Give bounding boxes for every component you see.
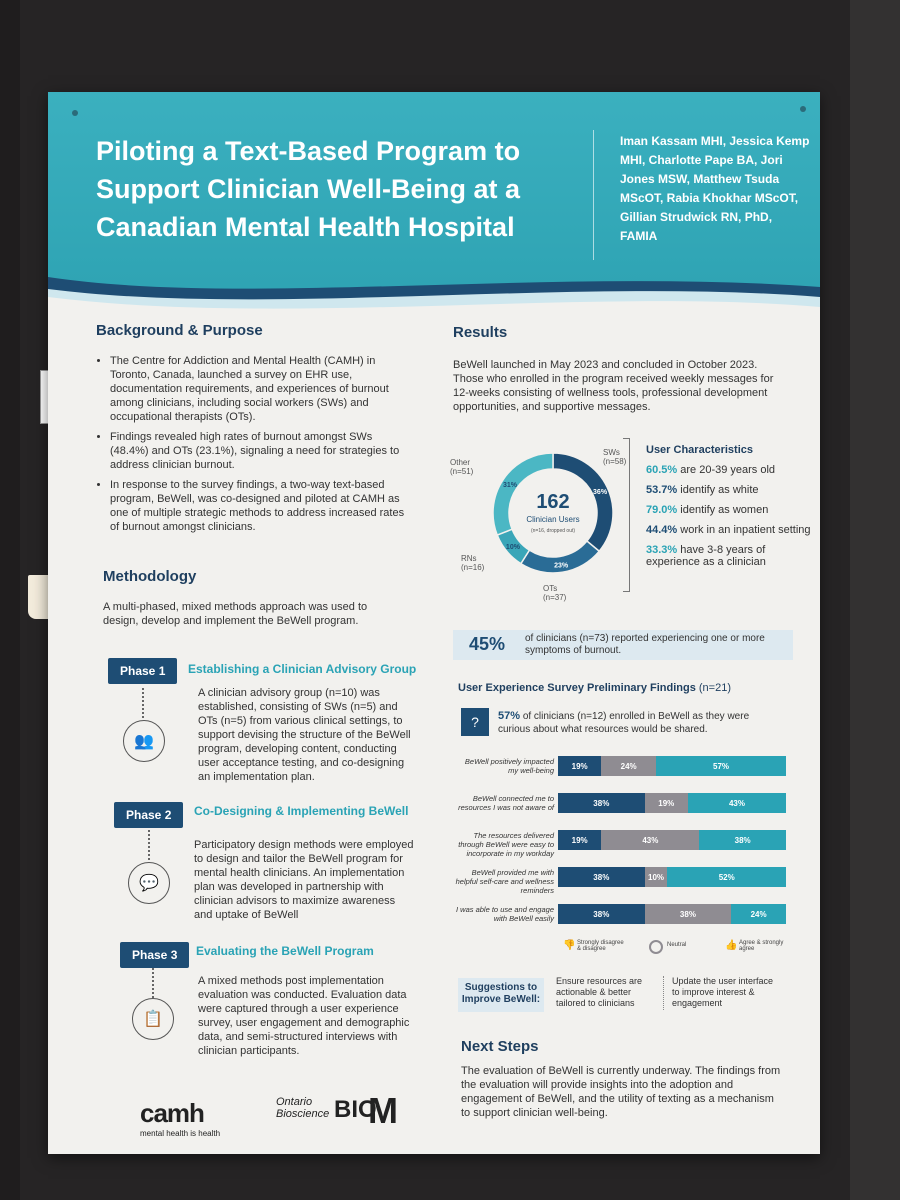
phase-3-text: A mixed methods post implementation evaluation was conducted. Evaluation data were captured through a user experience survey, user engagement and demographic data, and semi-structured interviews with clinician participants. — [198, 975, 410, 1057]
phase-connector — [152, 968, 154, 998]
survey-bar-segment: 24% — [731, 904, 786, 924]
adjacent-board — [850, 0, 900, 1200]
person-question-icon: ? — [461, 708, 489, 736]
survey-bar-segment: 10% — [645, 867, 668, 887]
survey-bar-segment: 43% — [601, 830, 699, 850]
burnout-text: of clinicians (n=73) reported experiencing one or more symptoms of burnout. — [525, 633, 765, 656]
survey-bar-segment: 38% — [699, 830, 786, 850]
survey-bar-segment: 57% — [656, 756, 786, 776]
chat-icon: 💬 — [128, 862, 170, 904]
survey-bar-segment: 38% — [558, 904, 645, 924]
suggestions-box — [458, 976, 778, 1016]
results-intro: BeWell launched in May 2023 and concluded in October 2023. Those who enrolled in the program received weekly messages for 12-weeks consisting of wellness tools, professional development opportunities, and supportive messages. — [453, 359, 774, 413]
background-section — [96, 354, 406, 540]
sws-name: SWs — [603, 448, 620, 457]
legend-disagree: Strongly disagree & disagree — [577, 940, 624, 952]
background-heading: Background & Purpose — [96, 322, 263, 339]
clipboard-icon: 📋 — [132, 998, 174, 1040]
survey-bar-label: BeWell connected me to resources I was not aware of — [458, 794, 554, 812]
uc-text: work in an inpatient setting — [680, 524, 811, 536]
uc-value: 79.0% — [646, 504, 678, 516]
survey-bar-label: BeWell positively impacted my well-being — [464, 757, 554, 775]
suggestion-item: Update the user interface to improve interest & engagement — [672, 976, 774, 1008]
uc-value: 44.4% — [646, 524, 678, 536]
camh-logo — [140, 1098, 220, 1138]
survey-bar-row — [458, 793, 786, 813]
poster — [48, 92, 820, 1154]
phase-1-text: A clinician advisory group (n=10) was established, consisting of SWs (n=5) and OTs (n=5) from various clinical settings, to support devising the structure of the BeWell program, developing content, conducting user acceptance testing, and co-designing an implementation plan. — [198, 687, 411, 783]
legend-neutral: Neutral — [667, 942, 687, 948]
donut-slice-label: 36% — [593, 488, 608, 496]
donut-label-other — [450, 458, 473, 476]
donut-slice-label: 31% — [502, 481, 517, 489]
suggestion-item: Ensure resources are actionable & better tailored to clinicians — [556, 976, 643, 1008]
bracket — [623, 438, 630, 592]
survey-bar-segment: 19% — [558, 756, 601, 776]
neutral-icon — [649, 940, 663, 954]
survey-n: (n=21) — [698, 682, 731, 694]
survey-bar-segment: 38% — [558, 793, 645, 813]
uc-text: identify as white — [680, 484, 759, 496]
phase-3-tag: Phase 3 — [120, 942, 189, 968]
donut-center-value: 162 — [536, 491, 570, 513]
uc-item — [646, 544, 811, 568]
legend-agree: Agree & strongly agree — [739, 940, 784, 952]
survey-heading-text: User Experience Survey Preliminary Findings — [458, 682, 696, 694]
camh-wordmark: camh — [140, 1098, 204, 1128]
uc-text: have 3-8 years of experience as a clinician — [646, 544, 766, 568]
burnout-value: 45% — [469, 634, 506, 654]
methodology-intro: A multi-phased, mixed methods approach was used to design, develop and implement the BeWell program. — [103, 601, 368, 627]
survey-bar-segment: 38% — [558, 867, 645, 887]
chart-legend — [563, 940, 793, 958]
donut-center-label: Clinician Users — [526, 515, 580, 524]
author-list: Iman Kassam MHI, Jessica Kemp MHI, Charlotte Pape BA, Jori Jones MSW, Matthew Tsuda MScOT, Rabia Khokhar MScOT, Gillian Strudwick RN, PhD, FAMIA — [620, 134, 810, 243]
user-characteristics — [646, 444, 811, 576]
phase-2-text: Participatory design methods were employed to design and tailor the BeWell program for mental health clinicians. An implementation plan was developed in partnership with clinician advisors to maximize awareness and uptake of BeWell — [194, 839, 414, 921]
survey-bar-segment: 52% — [667, 867, 786, 887]
donut-slice-label: 10% — [505, 544, 520, 552]
survey-heading — [458, 682, 731, 694]
survey-bar-label: The resources delivered through BeWell were easy to incorporate in my workday — [458, 831, 554, 858]
uc-value: 33.3% — [646, 544, 678, 556]
phase-connector — [142, 688, 144, 718]
survey-bar-label: I was able to use and engage with BeWell easily — [456, 905, 554, 923]
survey-bar-label: BeWell provided me with helpful self-care and wellness reminders — [455, 868, 554, 895]
burnout-callout — [453, 630, 793, 660]
methodology-heading: Methodology — [103, 568, 197, 585]
survey-bar-row — [458, 830, 786, 858]
curious-finding — [498, 710, 768, 736]
uc-value: 60.5% — [646, 464, 678, 476]
sws-n: (n=58) — [603, 457, 627, 466]
survey-bar-segment: 38% — [645, 904, 732, 924]
ontario-bioscience-logo — [276, 1096, 377, 1123]
uc-item — [646, 524, 811, 536]
survey-bar-segment: 19% — [645, 793, 688, 813]
phase-1-title: Establishing a Clinician Advisory Group — [188, 662, 417, 676]
ots-n: (n=37) — [543, 593, 567, 602]
poster-title: Piloting a Text-Based Program to Support Clinician Well-Being at a Canadian Mental Health Hospital — [96, 136, 521, 242]
pin — [72, 110, 78, 116]
phase-1-tag: Phase 1 — [108, 658, 177, 684]
bioscience-text: Bioscience — [276, 1108, 330, 1120]
thumbs-up-icon: 👍 — [725, 940, 738, 951]
uc-value: 53.7% — [646, 484, 678, 496]
other-name: Other — [450, 458, 471, 467]
uc-item — [646, 484, 811, 496]
camh-tagline: mental health is health — [140, 1129, 221, 1138]
ots-name: OTs — [543, 584, 558, 593]
header-divider — [593, 130, 594, 260]
bio-mark: BIO — [334, 1096, 377, 1123]
phase-3-title: Evaluating the BeWell Program — [196, 944, 374, 958]
donut-slice-label: 23% — [554, 562, 569, 570]
donut-label-ots — [543, 584, 566, 602]
rns-n: (n=16) — [461, 563, 485, 572]
background-bullet: • In response to the survey findings, a two-way text-based program, BeWell, was co-designed and piloted at CAMH as one of multiple strategic methods to address increased rates of burnout amongst clinicians. — [110, 478, 406, 534]
background-bullet: • The Centre for Addiction and Mental Health (CAMH) in Toronto, Canada, launched a survey on EHR use, documentation requirements, and experiences of burnout among clinicians, including social workers (SWs) and occupational therapists (OTs). — [110, 354, 406, 424]
m-logo: M — [368, 1090, 398, 1131]
group-icon: 👥 — [123, 720, 165, 762]
survey-bar-row — [464, 756, 786, 776]
uc-item — [646, 504, 811, 516]
donut-label-rns — [461, 554, 484, 572]
donut-center-sub: (n=16, dropped out) — [530, 528, 576, 534]
survey-bar-row — [455, 867, 786, 895]
next-steps-text: The evaluation of BeWell is currently underway. The findings from the evaluation will provide insights into the adoption and engagement of BeWell, and the utility of texting as a mechanism to support clinician well-being. — [461, 1065, 781, 1119]
uc-text: are 20-39 years old — [680, 464, 776, 476]
suggestions-label: Suggestions to Improve BeWell: — [458, 978, 544, 1012]
uc-text: identify as women — [680, 504, 769, 516]
pin — [800, 106, 806, 112]
survey-bar-row — [456, 904, 786, 924]
background-bullet: • Findings revealed high rates of burnout amongst SWs (48.4%) and OTs (23.1%), signaling a need for strategies to address clinician burnout. — [110, 430, 406, 472]
ontario-text: Ontario — [276, 1096, 313, 1108]
survey-bar-segment: 19% — [558, 830, 601, 850]
uc-heading: User Characteristics — [646, 444, 754, 456]
survey-bar-segment: 24% — [601, 756, 656, 776]
rns-name: RNs — [461, 554, 477, 563]
suggestion-divider — [663, 976, 664, 1010]
next-steps-heading: Next Steps — [461, 1038, 539, 1055]
other-n: (n=51) — [450, 467, 474, 476]
phase-connector — [148, 830, 150, 860]
phase-2-tag: Phase 2 — [114, 802, 183, 828]
uc-item — [646, 464, 811, 476]
results-heading: Results — [453, 324, 508, 341]
survey-bar-segment: 43% — [688, 793, 786, 813]
curious-value: 57% — [498, 710, 521, 722]
thumbs-down-icon: 👎 — [563, 940, 576, 951]
phase-2-title: Co-Designing & Implementing BeWell — [194, 804, 409, 818]
curious-text: of clinicians (n=12) enrolled in BeWell as they were curious about what resources would be shared. — [498, 711, 750, 735]
